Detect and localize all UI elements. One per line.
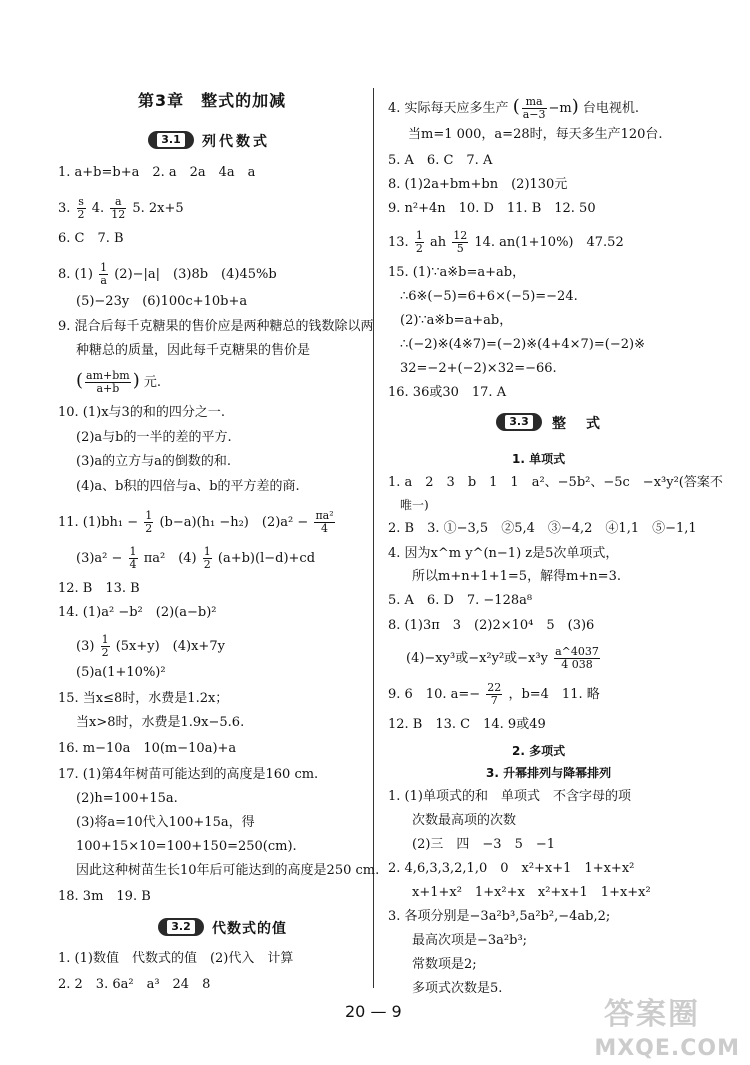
- answer-line: 种糖总的质量，因此每千克糖果的售价是: [76, 343, 311, 358]
- answer-line: 1. (1)单项式的和 单项式 不含字母的项: [388, 789, 631, 804]
- answer-line: (3)a的立方与a的倒数的和.: [76, 454, 232, 469]
- section-badge-3-2: 3.2: [158, 918, 204, 936]
- answer-line: (3) $\frac{1}{2}$ (5x+y) (4)x+7y: [76, 633, 225, 659]
- answer-line: 最高次项是−3a²b³;: [412, 933, 528, 948]
- answer-line: 当x>8时，水费是1.9x−5.6.: [76, 715, 245, 730]
- answer-line: 15. (1)∵a※b=a+ab，: [388, 265, 526, 280]
- answer-line: 所以m+n+1+1=5，解得m+n=3.: [412, 569, 621, 584]
- section-badge-3-1: 3.1: [148, 131, 194, 149]
- answer-line: 多项式次数是5.: [412, 981, 503, 996]
- section-title-3-3: 整 式: [552, 416, 603, 432]
- answer-line: 2. 4,6,3,3,2,1,0 0 x²+x+1 1+x+x²: [388, 861, 635, 876]
- answer-line: 常数项是2;: [412, 957, 477, 972]
- answer-line: 100+15×10=100+150=250(cm).: [76, 839, 297, 854]
- answer-line: 11. (1)bh₁ − $\frac{1}{2}$ (b−a)(h₁ −h₂) (2)a² − $\frac{\text{πa²}}{4}$: [58, 509, 334, 535]
- answer-line: 2. 2 3. 6a² a³ 24 8: [58, 977, 211, 992]
- answer-line: 32=−2+(−2)×32=−66.: [400, 361, 557, 376]
- answer-line: 9. 混合后每千克糖果的售价应是两种糖总的钱数除以两: [58, 319, 374, 334]
- watermark-url: MXQE.COM: [594, 1036, 740, 1061]
- answer-line: 1. a 2 3 b 1 1 a²、−5b²、−5c −x³y²(答案不: [388, 475, 723, 490]
- answer-line: 4. 因为x^m y^(n−1) z是5次单项式，: [388, 546, 619, 561]
- answer-line: ∴6※(−5)=6+6×(−5)=−24.: [400, 289, 578, 304]
- subsection-title: 3. 升幂排列与降幂排列: [486, 766, 612, 780]
- answer-line: 12. B 13. B: [58, 581, 140, 596]
- answer-line: (3)将a=10代入100+15a，得: [76, 815, 255, 830]
- answer-line: 因此这种树苗生长10年后可能达到的高度是250 cm.: [76, 863, 380, 878]
- answer-line: (3)a² − $\frac{1}{4}$ πa² (4) $\frac{1}{2}$ (a+b)(l−d)+cd: [76, 545, 316, 571]
- answer-line: (4)a、b积的四倍与a、b的平方差的商.: [76, 479, 300, 494]
- answer-line: 唯一): [400, 498, 429, 512]
- subsection-title: 2. 多项式: [512, 744, 566, 758]
- answer-line: 16. 36或30 17. A: [388, 385, 507, 400]
- answer-line: (5)−23y (6)100c+10b+a: [76, 294, 248, 309]
- answer-line: 16. m−10a 10(m−10a)+a: [58, 741, 237, 756]
- watermark-logo: 答案圈: [604, 997, 700, 1032]
- subsection-title: 1. 单项式: [512, 452, 566, 466]
- answer-line: x+1+x² 1+x²+x x²+x+1 1+x+x²: [412, 885, 651, 900]
- answer-line: 9. n²+4n 10. D 11. B 12. 50: [388, 201, 596, 216]
- answer-line: 3. $\frac{s}{2}$ 4. $\frac{a}{12}$ 5. 2x+5: [58, 195, 184, 221]
- section-badge-3-3: 3.3: [496, 413, 542, 431]
- answer-line: 5. A 6. C 7. A: [388, 153, 493, 168]
- chapter-title: 第3章 整式的加减: [138, 91, 287, 110]
- answer-line: (2)h=100+15a.: [76, 791, 178, 806]
- answer-line: 15. 当x≤8时，水费是1.2x；: [58, 691, 229, 706]
- answer-line: 18. 3m 19. B: [58, 889, 151, 904]
- answer-line: 5. A 6. D 7. −128a⁸: [388, 593, 533, 608]
- answer-line: 4. 实际每天应多生产 ( $\frac{ma}{a-3}$ −m) 台电视机.: [388, 95, 640, 121]
- answer-line: 10. (1)x与3的和的四分之一.: [58, 405, 225, 420]
- answer-line: (2)∵a※b=a+ab，: [400, 313, 513, 328]
- answer-line: ∴(−2)※(4※7)=(−2)※(4+4×7)=(−2)※: [400, 337, 645, 352]
- column-divider: [373, 88, 374, 988]
- answer-line: 14. (1)a² −b² (2)(a−b)²: [58, 605, 217, 620]
- answer-line: 1. (1)数值 代数式的值 (2)代入 计算: [58, 951, 294, 966]
- answer-line: 8. (1)3π 3 (2)2×10⁴ 5 (3)6: [388, 618, 595, 633]
- section-title-3-1: 列代数式: [202, 134, 270, 150]
- answer-line: (2)三 四 −3 5 −1: [412, 837, 556, 852]
- answer-line: 1. a+b=b+a 2. a 2a 4a a: [58, 165, 256, 180]
- answer-line: (4)−xy³或−x²y²或−x³y $\frac{a\^{}4037}{4 038}$: [406, 645, 599, 671]
- answer-line: 8. (1) $\frac{1}{a}$ (2)−|a| (3)8b (4)45%b: [58, 261, 277, 287]
- answer-line: 8. (1)2a+bm+bn (2)130元: [388, 177, 568, 192]
- answer-line: (5)a(1+10%)²: [76, 665, 166, 680]
- section-title-3-2: 代数式的值: [212, 921, 287, 937]
- page-number: 20 — 9: [345, 1002, 402, 1021]
- answer-line: 6. C 7. B: [58, 231, 124, 246]
- answer-line: ( $\frac{am+bm}{a+b}$ ) 元.: [76, 369, 162, 395]
- answer-line: 3. 各项分别是−3a²b³,5a²b²,−4ab,2;: [388, 909, 611, 924]
- answer-line: 9. 6 10. a=− $\frac{22}{7}$ ，b=4 11. 略: [388, 681, 600, 707]
- answer-line: (2)a与b的一半的差的平方.: [76, 430, 232, 445]
- answer-line: 17. (1)第4年树苗可能达到的高度是160 cm.: [58, 767, 319, 782]
- answer-line: 13. $\frac{1}{2}$ ah $\frac{12}{5}$ 14. an(1+10%) 47.52: [388, 229, 624, 255]
- answer-line: 2. B 3. ①−3,5 ②5,4 ③−4,2 ④1,1 ⑤−1,1: [388, 521, 697, 536]
- answer-line: 当m=1 000，a=28时，每天多生产120台.: [408, 127, 663, 142]
- answer-line: 12. B 13. C 14. 9或49: [388, 717, 546, 732]
- answer-line: 次数最高项的次数: [412, 813, 517, 828]
